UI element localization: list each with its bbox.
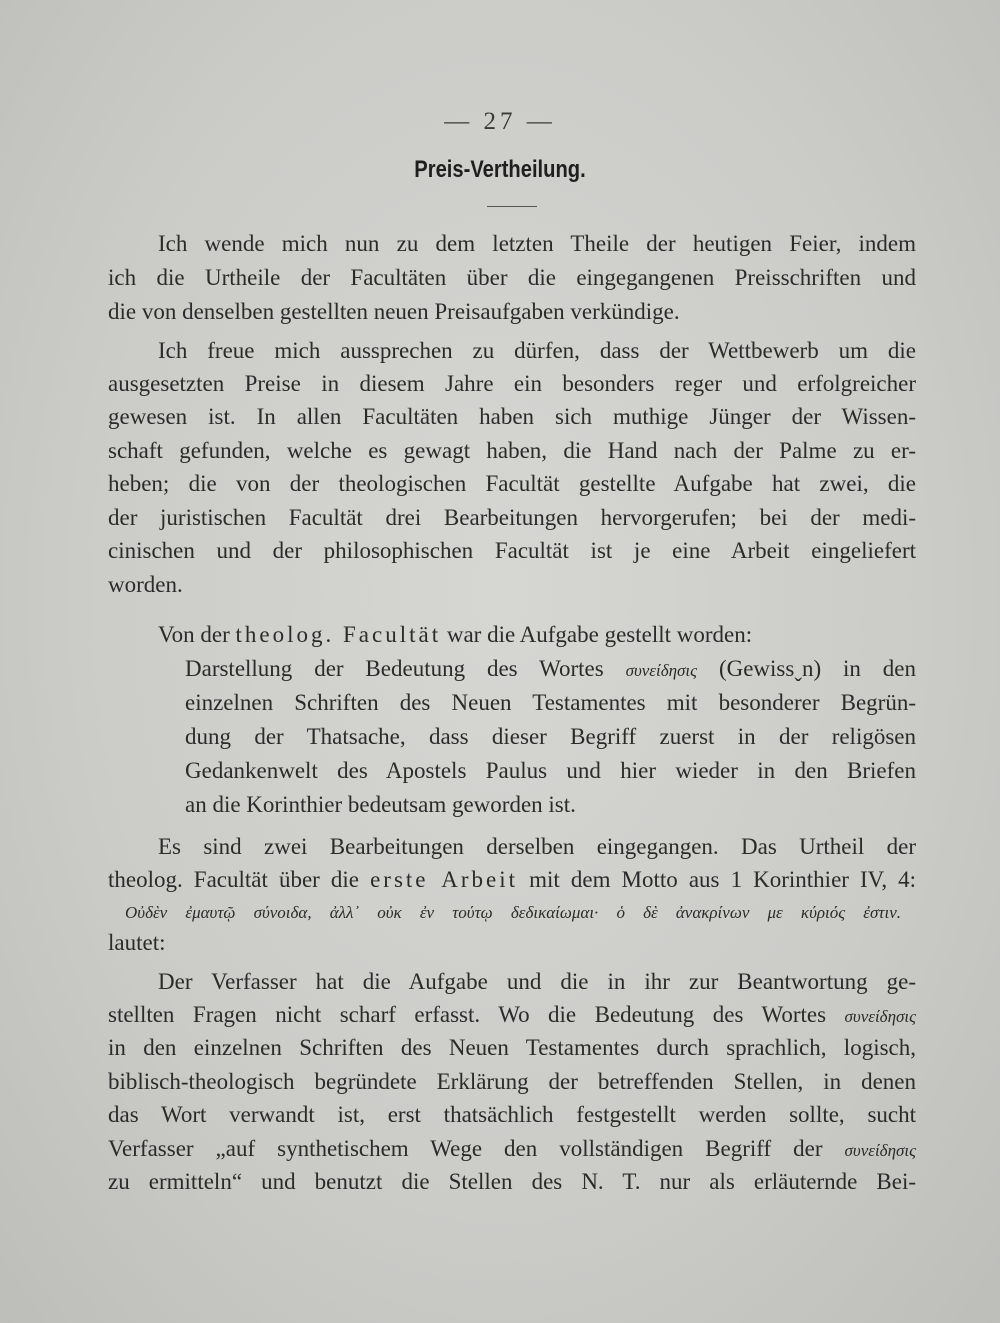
page-number: — 27 — — [444, 108, 556, 135]
text-span: stellten Fragen nicht scharf erfasst. Wo die Bedeutung des Wortes — [108, 1002, 827, 1027]
text-line: biblisch-theologisch begründete Erklärung der betreffenden Stellen, in denen — [108, 1069, 916, 1094]
text-span: (Gewissˬn) in den — [718, 656, 917, 681]
text-span: theolog. Facultät über die — [108, 867, 359, 892]
text-line: schaft gefunden, welche es gewagt haben, die Hand nach der Palme zu er- — [108, 438, 916, 463]
text-line: Ich freue mich aussprechen zu dürfen, dass der Wettbewerb um die — [158, 338, 916, 363]
text-line: Ich wende mich nun zu dem letzten Theile der heutigen Feier, indem — [158, 231, 916, 256]
text-span: Verfasser „auf synthetischem Wege den vollständigen Begriff der — [108, 1136, 823, 1161]
text-line: das Wort verwandt ist, erst thatsächlich festgestellt werden sollte, sucht — [108, 1102, 916, 1127]
text-line: die von denselben gestellten neuen Preisaufgaben verkündige. — [108, 299, 680, 324]
greek-word: συνείδησις — [844, 1141, 917, 1160]
text-span: Von der — [158, 622, 230, 647]
text-line: lautet: — [108, 930, 166, 955]
text-line: ich die Urtheile der Facultäten über die eingegangenen Preisschriften und — [108, 265, 916, 290]
greek-word: συνείδησις — [625, 661, 698, 680]
text-line — [108, 1132, 916, 1166]
text-line: der juristischen Facultät drei Bearbeitungen hervorgerufen; bei der medi- — [108, 505, 916, 530]
text-line: worden. — [108, 572, 183, 597]
text-line — [158, 618, 916, 652]
task-line: dung der Thatsache, dass dieser Begriff zuerst in der religösen — [185, 724, 916, 749]
text-line — [108, 863, 916, 897]
task-line: an die Korinthier bedeutsam geworden ist. — [185, 792, 576, 817]
text-line: heben; die von der theologischen Facultät gestellte Aufgabe hat zwei, die — [108, 471, 916, 496]
task-line: Gedankenwelt des Apostels Paulus und hier wieder in den Briefen — [185, 758, 916, 783]
text-line: in den einzelnen Schriften des Neuen Testamentes durch sprachlich, logisch, — [108, 1035, 916, 1060]
text-span: Darstellung der Bedeutung des Wortes — [185, 656, 604, 681]
text-line: ausgesetzten Preise in diesem Jahre ein besonders reger und erfolgreicher — [108, 371, 916, 396]
text-line — [108, 998, 916, 1032]
text-line: Es sind zwei Bearbeitungen derselben eingegangen. Das Urtheil der — [158, 834, 916, 859]
text-line: cinischen und der philosophischen Facultät ist je eine Arbeit eingeliefert — [108, 538, 916, 563]
text-line: zu ermitteln“ und benutzt die Stellen des N. T. nur als erläuternde Bei- — [108, 1169, 916, 1194]
text-line: Der Verfasser hat die Aufgabe und die in ihr zur Beantwortung ge- — [158, 969, 916, 994]
spaced-text: theolog. Facultät — [235, 622, 442, 647]
greek-word: συνείδησις — [844, 1007, 917, 1026]
task-line — [185, 652, 916, 686]
greek-motto: Οὐδὲν ἐμαυτῷ σύνοιδα, ἀλλ᾽ οὐκ ἐν τούτῳ δεδικαίωμαι· ὁ δὲ ἀνακρίνων με κύριός ἐστιν. — [125, 903, 901, 922]
text-line: gewesen ist. In allen Facultäten haben sich muthige Jünger der Wissen- — [108, 404, 916, 429]
text-span: war die Aufgabe gestellt worden: — [446, 622, 753, 647]
title-rule — [487, 206, 537, 207]
task-line: einzelnen Schriften des Neuen Testamentes mit besonderer Begrün- — [185, 690, 916, 715]
spaced-text: erste Arbeit — [370, 867, 519, 892]
section-title: Preis-Vertheilung. — [414, 156, 586, 183]
text-span: mit dem Motto aus 1 Korinthier IV, 4: — [529, 867, 917, 892]
